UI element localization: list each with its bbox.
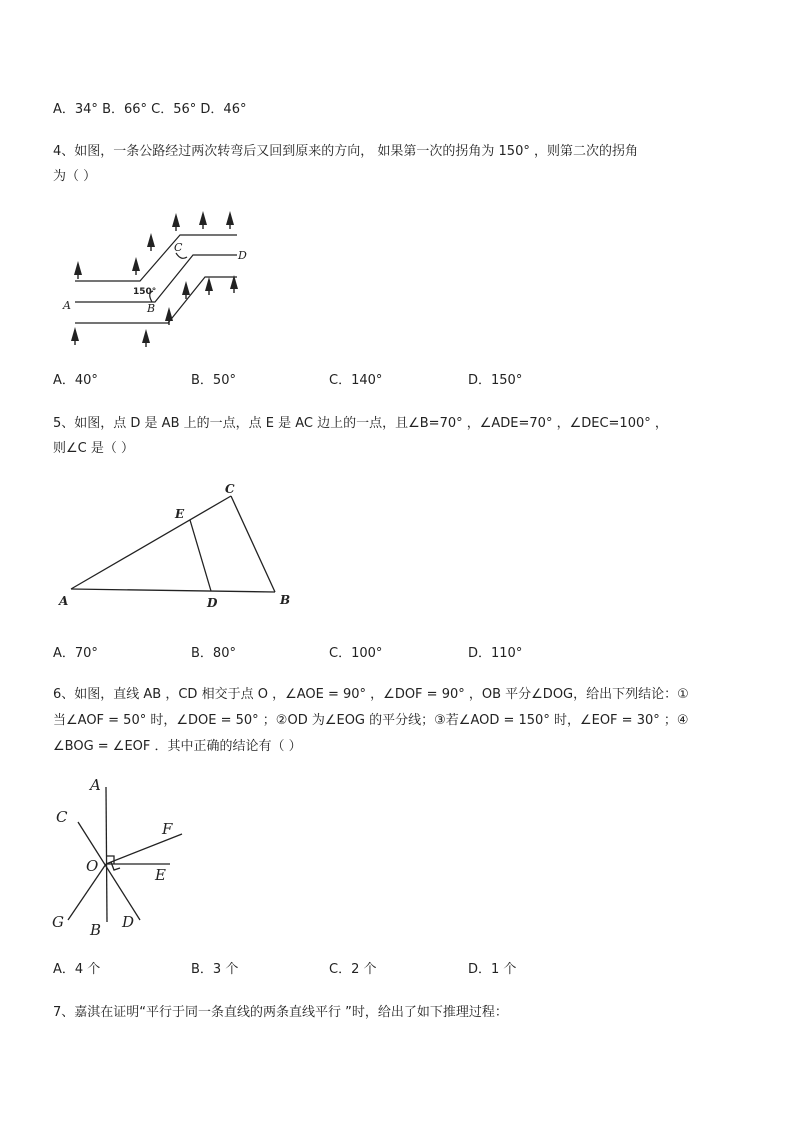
q3-options: A．34° B．66° C．56° D．46° bbox=[53, 102, 247, 117]
q6-label-d: D bbox=[122, 913, 135, 931]
q5-stem-line1: 5、如图，点 D 是 AB 上的一点，点 E 是 AC 边上的一点，且∠B=70° ，∠ADE=70° ，∠DEC=100° ， bbox=[53, 416, 668, 431]
q6-label-c: C bbox=[56, 808, 68, 826]
q6-option-a[interactable]: A．4 个 bbox=[53, 962, 101, 977]
q5-option-d[interactable]: D．110° bbox=[468, 646, 523, 661]
q6-label-b: B bbox=[90, 921, 102, 939]
q5-label-a: A bbox=[59, 594, 69, 608]
q4-label-c: C bbox=[174, 241, 183, 254]
q6-option-d[interactable]: D．1 个 bbox=[468, 962, 517, 977]
q6-label-e: E bbox=[155, 866, 166, 884]
q6-stem-line2: 当∠AOF = 50° 时，∠DOE = 50° ；②OD 为∠EOG 的平分线；③若∠AOD = 150° 时，∠EOF = 30° ；④ bbox=[53, 713, 689, 728]
q6-lines-figure bbox=[48, 772, 198, 942]
q5-triangle-figure bbox=[55, 478, 305, 613]
q4-option-a[interactable]: A．40° bbox=[53, 373, 98, 388]
q4-stem-line1: 4、如图，一条公路经过两次转弯后又回到原来的方向， 如果第一次的拐角为 150° ，则第二次的拐角 bbox=[53, 144, 638, 159]
q5-option-c[interactable]: C．100° bbox=[329, 646, 383, 661]
tree-icon bbox=[147, 233, 155, 251]
q6-option-b[interactable]: B．3 个 bbox=[191, 962, 239, 977]
q4-option-b[interactable]: B．50° bbox=[191, 373, 236, 388]
q6-label-g: G bbox=[52, 913, 64, 931]
q5-label-e: E bbox=[175, 507, 185, 521]
tree-icon bbox=[74, 261, 82, 279]
tree-icon bbox=[172, 213, 180, 231]
q6-option-c[interactable]: C．2 个 bbox=[329, 962, 377, 977]
q4-option-d[interactable]: D．150° bbox=[468, 373, 523, 388]
tree-icon bbox=[199, 211, 207, 229]
q4-angle-label: 150° bbox=[133, 287, 157, 297]
q6-label-f: F bbox=[162, 820, 173, 838]
tree-icon bbox=[132, 257, 140, 275]
q4-option-c[interactable]: C．140° bbox=[329, 373, 383, 388]
q5-label-c: C bbox=[225, 482, 235, 496]
q5-option-b[interactable]: B．80° bbox=[191, 646, 236, 661]
tree-icon bbox=[71, 327, 79, 345]
q4-stem-line2: 为（ ） bbox=[53, 169, 97, 184]
q5-stem-line2: 则∠C 是（ ） bbox=[53, 441, 134, 456]
q5-label-d: D bbox=[207, 596, 218, 610]
tree-icon bbox=[142, 329, 150, 347]
tree-icon bbox=[165, 307, 173, 325]
q5-label-b: B bbox=[280, 593, 291, 607]
tree-icon bbox=[230, 275, 238, 293]
tree-icon bbox=[205, 277, 213, 295]
q4-road-figure bbox=[55, 205, 255, 355]
q4-label-a: A bbox=[63, 299, 71, 312]
tree-icon bbox=[226, 211, 234, 229]
q6-label-o: O bbox=[86, 857, 99, 875]
q6-label-a: A bbox=[90, 776, 101, 794]
q4-label-b: B bbox=[147, 302, 156, 315]
q5-option-a[interactable]: A．70° bbox=[53, 646, 98, 661]
q7-stem-line1: 7、嘉淇在证明“平行于同一条直线的两条直线平行 ”时，给出了如下推理过程： bbox=[53, 1005, 508, 1020]
q6-stem-line3: ∠BOG = ∠EOF ．其中正确的结论有（ ） bbox=[53, 739, 302, 754]
q4-label-d: D bbox=[238, 249, 247, 262]
q6-stem-line1: 6、如图，直线 AB ，CD 相交于点 O ，∠AOE = 90° ，∠DOF = 90° ，OB 平分∠DOG，给出下列结论：① bbox=[53, 687, 689, 702]
